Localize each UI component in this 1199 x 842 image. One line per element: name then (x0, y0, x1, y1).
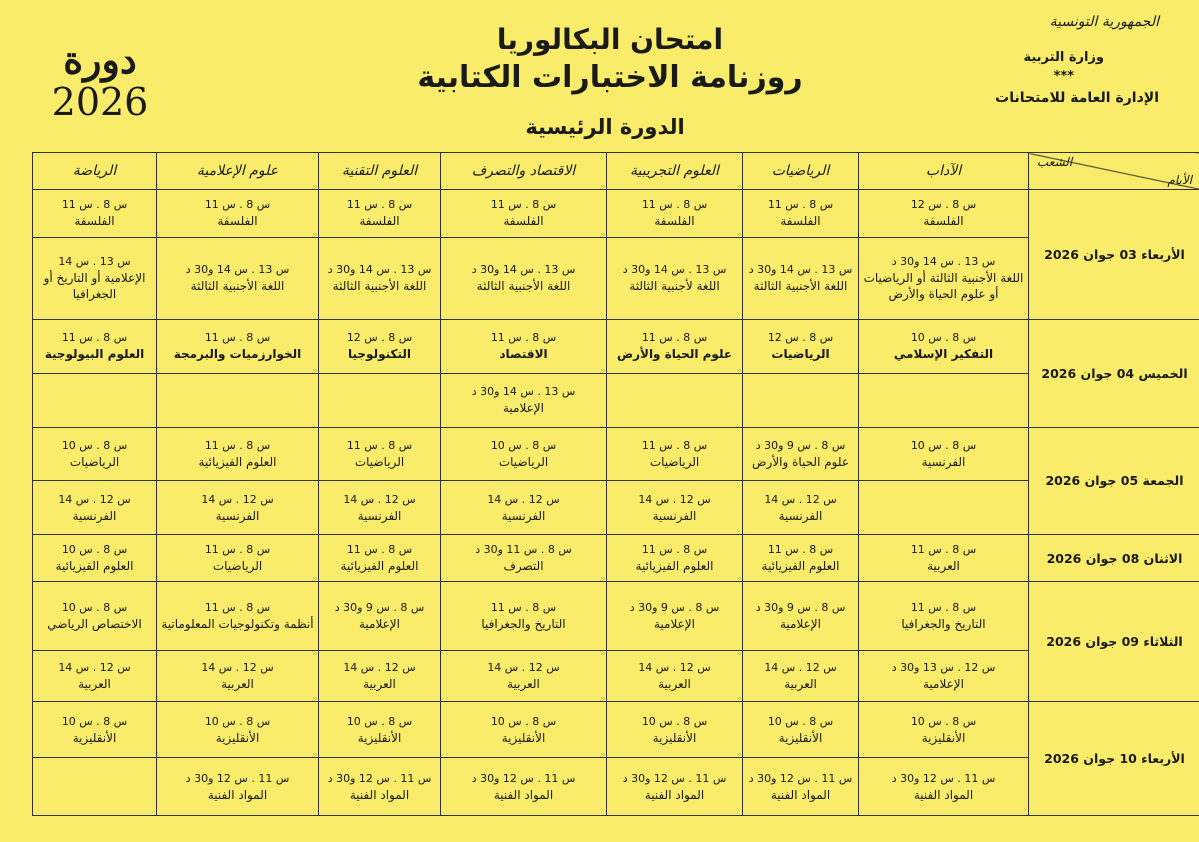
exam-subject: المواد الفنية (913, 787, 974, 802)
exam-time: س 13 . س 14 و30 د (471, 263, 576, 277)
calendar-title: روزنامة الاختبارات الكتابية (417, 60, 803, 95)
exam-subject: الفلسفة (503, 214, 544, 229)
exam-subject: الأنقليزية (921, 730, 966, 745)
exam-subject: اللغة الأجنبية الثالثة (476, 279, 571, 294)
exam-cell (441, 237, 607, 320)
exam-cell (743, 320, 859, 374)
exam-cell (33, 373, 157, 427)
column-header: العلوم التقنية (319, 153, 441, 190)
exam-time: س 8 . س 11 (204, 331, 271, 345)
exam-time: س 8 . س 10 (61, 601, 128, 615)
corner-top-label: الشعب (1037, 155, 1073, 169)
exam-cell (607, 758, 743, 816)
exam-time: س 13 . س 14 و30 د (185, 263, 290, 277)
exam-time: س 8 . س 11 (490, 331, 557, 345)
exam-cell (441, 373, 607, 427)
exam-subject: الرياضيات (212, 559, 263, 574)
exam-subject: المواد الفنية (493, 787, 554, 802)
exam-cell (441, 702, 607, 758)
exam-time: س 8 . س 11 (346, 438, 413, 452)
exam-time: س 13 . س 14 و30 د (471, 385, 576, 399)
exam-time: س 11 . س 12 و30 د (327, 771, 432, 785)
exam-time: س 8 . س 11 (767, 198, 834, 212)
exam-cell (859, 702, 1029, 758)
exam-time: س 8 . س 11 (490, 601, 557, 615)
exam-time: س 11 . س 12 و30 د (622, 771, 727, 785)
exam-cell (743, 481, 859, 535)
exam-subject: علوم الحياة والأرض (616, 347, 733, 362)
schedule-row (33, 237, 1199, 320)
exam-cell (607, 534, 743, 582)
exam-title: امتحان البكالوريا (496, 23, 724, 56)
day-label: الأربعاء 10 جوان 2026 (1029, 702, 1199, 816)
day-label: الخميس 04 جوان 2026 (1029, 320, 1199, 427)
exam-subject: الإعلامية (923, 676, 964, 691)
exam-time: س 13 . س 14 و30 د (891, 255, 996, 269)
exam-time: س 11 . س 12 و30 د (891, 771, 996, 785)
exam-cell (859, 427, 1029, 481)
exam-time: س 8 . س 11 (204, 198, 271, 212)
exam-subject: الاقتصاد (499, 347, 548, 362)
exam-cell (319, 320, 441, 374)
exam-cell (441, 758, 607, 816)
exam-time: س 8 . س 10 (490, 438, 557, 452)
exam-time: س 12 . س 14 (764, 492, 837, 506)
exam-subject: المواد الفنية (770, 787, 831, 802)
exam-cell (859, 481, 1029, 535)
exam-subject: الرياضيات (69, 454, 120, 469)
exam-cell (319, 650, 441, 702)
exam-cell (319, 481, 441, 535)
exam-subject: الفرنسية (778, 508, 823, 523)
exam-time: س 8 . س 12 (346, 331, 413, 345)
exam-time: س 12 . س 14 (487, 492, 560, 506)
exam-time: س 12 . س 14 (201, 492, 274, 506)
exam-cell (33, 582, 157, 650)
exam-time: س 8 . س 10 (61, 543, 128, 557)
exam-time: س 8 . س 12 (910, 198, 977, 212)
directorate-label: الإدارة العامة للامتحانات (995, 90, 1159, 106)
exam-time: س 8 . س 11 (767, 543, 834, 557)
exam-subject: العلوم الفيزيائية (198, 454, 277, 469)
schedule-row (33, 650, 1199, 702)
exam-cell (33, 758, 157, 816)
exam-cell (319, 534, 441, 582)
exam-time: س 8 . س 10 (204, 714, 271, 728)
exam-subject: المواد الفنية (207, 787, 268, 802)
exam-time: س 12 . س 14 (343, 492, 416, 506)
exam-cell (319, 373, 441, 427)
exam-subject: الفلسفة (923, 214, 964, 229)
exam-cell (743, 758, 859, 816)
exam-cell (319, 427, 441, 481)
exam-time: س 8 . س 10 (910, 331, 977, 345)
exam-subject: العربية (507, 676, 540, 691)
exam-cell (319, 190, 441, 238)
exam-subject: العربية (784, 676, 817, 691)
exam-cell (743, 237, 859, 320)
exam-cell (157, 320, 319, 374)
separator-stars: *** (1053, 69, 1074, 84)
schedule-row (33, 427, 1199, 481)
column-header: الرياضيات (743, 153, 859, 190)
exam-schedule-table (32, 152, 1199, 816)
exam-cell (157, 373, 319, 427)
exam-time: س 8 . س 9 و30 د (755, 438, 846, 452)
exam-subject: العربية (658, 676, 691, 691)
exam-time: س 8 . س 11 (61, 331, 128, 345)
exam-subject: الفلسفة (780, 214, 821, 229)
day-label: الاثنان 08 جوان 2026 (1029, 534, 1199, 582)
republic-label: الجمهورية التونسية (1049, 14, 1159, 30)
exam-cell (33, 237, 157, 320)
exam-cell (859, 373, 1029, 427)
exam-time: س 8 . س 11 (641, 331, 708, 345)
schedule-row (33, 534, 1199, 582)
day-label: الجمعة 05 جوان 2026 (1029, 427, 1199, 534)
exam-time: س 8 . س 10 (767, 714, 834, 728)
ministry-label: وزارة التربية (1023, 50, 1104, 65)
schedule-row (33, 320, 1199, 374)
exam-time: س 11 . س 12 و30 د (185, 771, 290, 785)
exam-cell (157, 534, 319, 582)
exam-subject: الفلسفة (654, 214, 695, 229)
corner-header (1029, 153, 1199, 190)
exam-time: س 8 . س 10 (490, 714, 557, 728)
exam-subject: الإعلامية أو التاريخ أو الجغرافيا (43, 271, 146, 302)
exam-cell (743, 534, 859, 582)
schedule-body (33, 190, 1199, 816)
exam-time: س 8 . س 12 (767, 331, 834, 345)
exam-time: س 8 . س 10 (641, 714, 708, 728)
exam-time: س 8 . س 11 (490, 198, 557, 212)
exam-cell (157, 582, 319, 650)
exam-cell (441, 320, 607, 374)
exam-subject: الإعلامية (654, 617, 695, 632)
exam-subject: المواد الفنية (349, 787, 410, 802)
exam-subject: الأنقليزية (72, 730, 117, 745)
exam-time: س 12 . س 14 (764, 660, 837, 674)
exam-subject: الفرنسية (72, 508, 117, 523)
exam-time: س 12 . س 14 (201, 660, 274, 674)
exam-subject: الفرنسية (357, 508, 402, 523)
exam-subject: الأنقليزية (215, 730, 260, 745)
title-block (330, 22, 890, 98)
exam-subject: الخوارزميات والبرمجة (173, 347, 302, 362)
header-row (33, 153, 1199, 190)
exam-subject: الفلسفة (217, 214, 258, 229)
column-header: علوم الإعلامية (157, 153, 319, 190)
exam-cell (607, 427, 743, 481)
exam-cell (607, 702, 743, 758)
exam-cell (607, 481, 743, 535)
corner-bottom-label: الأيام (1167, 173, 1192, 187)
exam-cell (743, 373, 859, 427)
exam-cell (319, 702, 441, 758)
exam-time: س 12 . س 14 (58, 492, 131, 506)
exam-time: س 13 . س 14 و30 د (327, 263, 432, 277)
exam-subject: الرياضيات (354, 454, 405, 469)
exam-subject: اللغة الأجنبية الثالثة (753, 279, 848, 294)
exam-subject: اللغة لأجنبية الثالثة (629, 279, 720, 294)
exam-time: س 8 . س 9 و30 د (755, 601, 846, 615)
exam-cell (33, 481, 157, 535)
exam-subject: التكنولوجيا (348, 347, 411, 362)
cycle-year: 2026 (51, 80, 149, 124)
exam-time: س 8 . س 11 (910, 601, 977, 615)
exam-subject: الإعلامية (780, 617, 821, 632)
exam-subject: العلوم البيولوجية (44, 347, 145, 362)
exam-cell (33, 427, 157, 481)
day-label: الثلاثاء 09 جوان 2026 (1029, 582, 1199, 702)
exam-subject: الأنقليزية (357, 730, 402, 745)
exam-time: س 8 . س 9 و30 د (334, 601, 425, 615)
exam-cell (859, 190, 1029, 238)
exam-subject: الفرنسية (652, 508, 697, 523)
exam-time: س 12 . س 14 (58, 660, 131, 674)
exam-time: س 12 . س 14 (638, 492, 711, 506)
schedule-row (33, 190, 1199, 238)
exam-subject: الاختصاص الرياضي (47, 617, 142, 632)
exam-time: س 8 . س 10 (910, 438, 977, 452)
exam-cell (157, 481, 319, 535)
exam-time: س 8 . س 10 (61, 438, 128, 452)
exam-time: س 8 . س 10 (346, 714, 413, 728)
exam-time: س 12 . س 14 (487, 660, 560, 674)
schedule-row (33, 758, 1199, 816)
exam-time: س 12 . س 14 (343, 660, 416, 674)
exam-subject: العربية (363, 676, 396, 691)
exam-cell (441, 427, 607, 481)
exam-subject: المواد الفنية (644, 787, 705, 802)
exam-cell (859, 582, 1029, 650)
exam-time: س 12 . س 13 و30 د (891, 660, 996, 674)
exam-subject: الأنقليزية (652, 730, 697, 745)
exam-cell (859, 237, 1029, 320)
exam-cell (607, 650, 743, 702)
exam-cell (743, 427, 859, 481)
exam-subject: العلوم الفيزيائية (761, 559, 840, 574)
exam-subject: اللغة الأجنبية الثالثة (190, 279, 285, 294)
schedule-row (33, 582, 1199, 650)
exam-subject: الأنقليزية (778, 730, 823, 745)
exam-cell (743, 190, 859, 238)
exam-subject: التاريخ والجغرافيا (901, 617, 986, 632)
exam-subject: اللغة الأجنبية الثالثة (332, 279, 427, 294)
exam-cell (157, 237, 319, 320)
exam-cell (743, 650, 859, 702)
exam-cell (33, 702, 157, 758)
exam-cell (157, 702, 319, 758)
exam-subject: التصرف (503, 559, 544, 574)
exam-cell (607, 320, 743, 374)
exam-cell (859, 320, 1029, 374)
exam-cell (319, 237, 441, 320)
exam-cell (859, 534, 1029, 582)
exam-cell (607, 190, 743, 238)
exam-time: س 11 . س 12 و30 د (471, 771, 576, 785)
exam-subject: الفرنسية (921, 454, 966, 469)
exam-cell (157, 427, 319, 481)
exam-time: س 8 . س 10 (910, 714, 977, 728)
exam-cell (743, 582, 859, 650)
authority-block (929, 14, 1159, 106)
exam-time: س 8 . س 11 و30 د (475, 543, 572, 557)
exam-cell (441, 534, 607, 582)
exam-cell (33, 190, 157, 238)
exam-time: س 8 . س 11 (641, 198, 708, 212)
column-header: الاقتصاد والتصرف (441, 153, 607, 190)
column-header: العلوم التجريبية (607, 153, 743, 190)
exam-time: س 11 . س 12 و30 د (748, 771, 853, 785)
exam-time: س 13 . س 14 و30 د (622, 263, 727, 277)
exam-time: س 8 . س 11 (641, 543, 708, 557)
column-header: الآداب (859, 153, 1029, 190)
exam-cell (441, 481, 607, 535)
exam-cell (607, 373, 743, 427)
exam-subject: اللغة الأجنبية الثالثة أو الرياضيات أو علوم الحياة والأرض (863, 271, 1024, 302)
exam-cell (607, 582, 743, 650)
exam-subject: الفرنسية (501, 508, 546, 523)
exam-cell (33, 320, 157, 374)
exam-time: س 8 . س 9 و30 د (629, 601, 720, 615)
exam-subject: التفكير الإسلامي (893, 347, 994, 362)
exam-subject: الفرنسية (215, 508, 260, 523)
exam-subject: العلوم الفيزيائية (635, 559, 714, 574)
exam-cell (743, 702, 859, 758)
exam-subject: علوم الحياة والأرض (752, 454, 849, 469)
exam-subject: التاريخ والجغرافيا (481, 617, 566, 632)
exam-subject: الأنقليزية (501, 730, 546, 745)
exam-time: س 8 . س 11 (61, 198, 128, 212)
exam-cell (859, 758, 1029, 816)
exam-time: س 8 . س 11 (910, 543, 977, 557)
day-label: الأربعاء 03 جوان 2026 (1029, 190, 1199, 320)
exam-time: س 8 . س 10 (61, 714, 128, 728)
exam-subject: الرياضيات (649, 454, 700, 469)
exam-time: س 8 . س 11 (346, 198, 413, 212)
exam-subject: العلوم الفيزيائية (340, 559, 419, 574)
exam-cell (607, 237, 743, 320)
cycle-word: دورة (63, 37, 137, 82)
exam-time: س 13 . س 14 (58, 255, 131, 269)
cycle-block (40, 37, 160, 124)
exam-subject: الفلسفة (74, 214, 115, 229)
exam-time: س 8 . س 11 (204, 601, 271, 615)
exam-cell (441, 650, 607, 702)
column-header: الرياضة (33, 153, 157, 190)
exam-cell (441, 582, 607, 650)
exam-subject: العربية (78, 676, 111, 691)
exam-subject: أنظمة وتكنولوجيات المعلوماتية (161, 617, 314, 632)
exam-time: س 13 . س 14 و30 د (748, 263, 853, 277)
exam-subject: العربية (927, 559, 960, 574)
exam-cell (441, 190, 607, 238)
exam-cell (319, 582, 441, 650)
exam-cell (859, 650, 1029, 702)
exam-time: س 8 . س 11 (346, 543, 413, 557)
exam-time: س 8 . س 11 (204, 543, 271, 557)
exam-time: س 8 . س 11 (641, 438, 708, 452)
schedule-row (33, 373, 1199, 427)
exam-subject: العلوم الفيزيائية (55, 559, 134, 574)
exam-subject: العربية (221, 676, 254, 691)
exam-time: س 12 . س 14 (638, 660, 711, 674)
exam-subject: الرياضيات (498, 454, 549, 469)
exam-cell (319, 758, 441, 816)
exam-subject: الإعلامية (359, 617, 400, 632)
exam-subject: الإعلامية (503, 401, 544, 416)
schedule-row (33, 702, 1199, 758)
exam-cell (157, 758, 319, 816)
exam-cell (33, 534, 157, 582)
exam-cell (33, 650, 157, 702)
exam-subject: الفلسفة (359, 214, 400, 229)
exam-cell (157, 190, 319, 238)
exam-time: س 8 . س 11 (204, 438, 271, 452)
exam-subject: الرياضيات (771, 347, 830, 362)
session-title: الدورة الرئيسية (525, 115, 685, 139)
schedule-row (33, 481, 1199, 535)
exam-cell (157, 650, 319, 702)
